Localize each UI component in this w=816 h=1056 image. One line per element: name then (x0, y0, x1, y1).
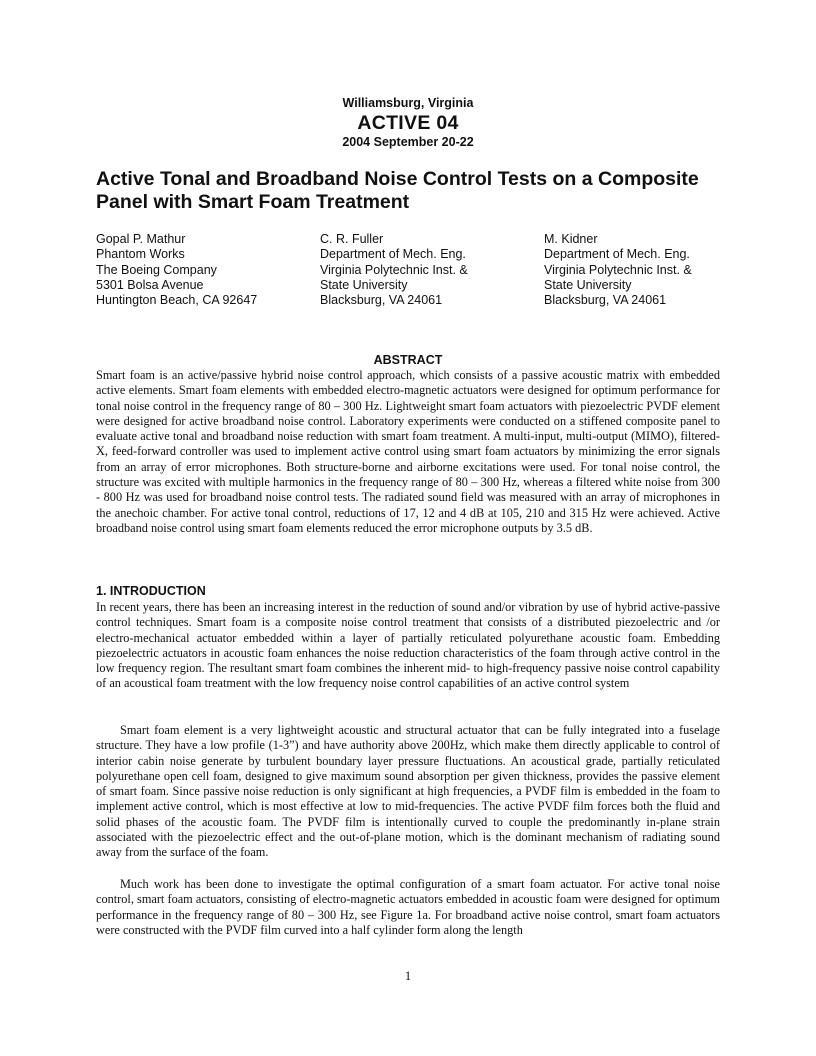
paper-title: Active Tonal and Broadband Noise Control Tests on a Composite Panel with Smart Foam Treatment (96, 168, 699, 213)
author-affiliation-line: 5301 Bolsa Avenue (96, 277, 204, 292)
author-affiliation-line: State University (320, 277, 408, 292)
author-name: Gopal P. Mathur (96, 232, 186, 246)
author-affiliation-line: Phantom Works (96, 247, 185, 262)
author-name: C. R. Fuller (320, 232, 384, 246)
author-affiliation-line: Virginia Polytechnic Inst. & (320, 262, 468, 277)
author-affiliation-line: Department of Mech. Eng. (320, 247, 466, 262)
author-affiliation-line: Virginia Polytechnic Inst. & (544, 262, 692, 277)
conference-name: ACTIVE 04 (357, 112, 459, 134)
author-block (544, 232, 764, 308)
abstract-text: Smart foam is an active/passive hybrid noise control approach, which consists of a passive acoustic matrix with embedded active elements. Smart foam elements with embedded electro-magnetic actuators were designed for optimum performance for tonal noise control in the frequency range of 80 – 300 Hz. Lightweight smart foam actuators with piezoelectric PVDF element were designed for active broadband noise control. Laboratory experiments were conducted on a stiffened composite panel to evaluate active tonal and broadband noise reduction with smart foam treatment. A multi-input, multi-output (MIMO), filtered-X, feed-forward controller was used to implement active control using smart foam actuators by minimizing the error signals from an array of error microphones. Both structure-borne and airborne excitations were used. For tonal noise control, the structure was excited with multiple harmonics in the frequency range of 80 – 300 Hz, whereas a filtered white noise from 300 - 800 Hz was used for broadband noise control tests. The radiated sound field was measured with an array of microphones in the anechoic chamber. For active tonal control, reductions of 17, 12 and 4 dB at 105, 210 and 315 Hz were achieved. Active broadband noise control using smart foam elements reduced the error microphone outputs by 3.5 dB. (96, 368, 720, 535)
author-affiliation-line: Blacksburg, VA 24061 (544, 293, 667, 308)
author-block (320, 232, 540, 308)
abstract-heading: ABSTRACT (373, 353, 443, 367)
page-number: 1 (404, 969, 412, 983)
conference-date: 2004 September 20-22 (342, 135, 474, 149)
author-affiliation-line: State University (544, 277, 632, 292)
author-affiliation-line: Huntington Beach, CA 92647 (96, 293, 258, 308)
author-affiliation-line: Department of Mech. Eng. (544, 247, 690, 262)
author-name: M. Kidner (544, 232, 598, 246)
author-affiliation-line: The Boeing Company (96, 262, 217, 277)
author-affiliation-line: Blacksburg, VA 24061 (320, 293, 443, 308)
author-block (96, 232, 316, 308)
conference-location: Williamsburg, Virginia (342, 96, 474, 110)
introduction-paragraph: Smart foam element is a very lightweight acoustic and structural actuator that can be fully integrated into a fuselage structure. They have a low profile (1-3”) and have authority above 200Hz, which make them directly applicable to control of interior cabin noise generate by turbulent boundary layer pressure fluctuations. An acoustical grade, partially reticulated polyurethane open cell foam, designed to give maximum sound absorption per given thickness, provides the passive element of smart foam. Since passive noise reduction is only significant at high frequencies, a PVDF film is embedded in the foam to implement active control, which is most effective at low to mid-frequencies. The active PVDF film forces both the fluid and solid phases of the acoustic foam. The PVDF film is intentionally curved to couple the predominantly in-plane strain associated with the piezoelectric effect and the out-of-plane motion, which is the dominant mechanism of radiating sound away from the surface of the foam. (96, 723, 720, 860)
introduction-heading: 1. INTRODUCTION (96, 584, 206, 598)
introduction-paragraph: In recent years, there has been an increasing interest in the reduction of sound and/or vibration by use of hybrid active-passive control techniques. Smart foam is a composite noise control treatment that consists of a distributed piezoelectric and /or electro-mechanical actuator embedded within a layer of partially reticulated polyurethane acoustic foam. Embedding piezoelectric actuators in acoustic foam enhances the noise reduction characteristics of the foam through active control in the low frequency region. The resultant smart foam combines the inherent mid- to high-frequency passive noise control capability of an acoustical foam treatment with the low frequency noise control capabilities of an active control system (96, 600, 720, 691)
introduction-paragraph: Much work has been done to investigate the optimal configuration of a smart foam actuator. For active tonal noise control, smart foam actuators, consisting of electro-magnetic actuators embedded in acoustic foam were designed for optimum performance in the frequency range of 80 – 300 Hz, see Figure 1a. For broadband active noise control, smart foam actuators were constructed with the PVDF film curved into a half cylinder form along the length (96, 877, 720, 937)
